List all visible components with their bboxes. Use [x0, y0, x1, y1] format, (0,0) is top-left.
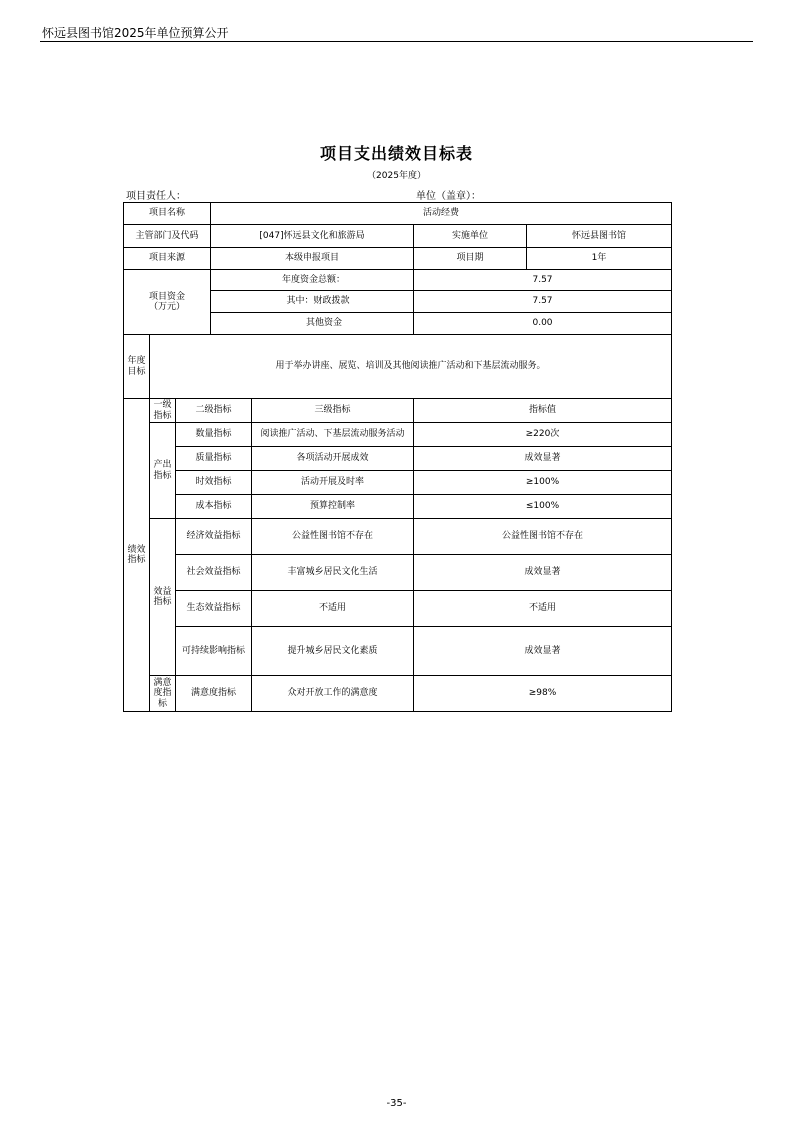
table-row — [124, 335, 672, 399]
impl-unit-label: 实施单位 — [414, 225, 527, 248]
total-funds-label: 年度资金总额： — [211, 270, 414, 291]
dept-label: 主管部门及代码 — [124, 225, 211, 248]
unit-seal-label: 单位（盖章）： — [416, 191, 481, 202]
period-label: 项目期 — [414, 248, 527, 270]
table-row — [124, 627, 672, 676]
table-row — [124, 225, 672, 248]
other-funds-value: 0.00 — [414, 313, 672, 335]
table-row — [124, 555, 672, 591]
table-row — [124, 471, 672, 495]
satisfaction-indicator-label: 满意度指标 — [150, 676, 176, 712]
source-value: 本级申报项目 — [211, 248, 414, 270]
table-row — [124, 676, 672, 712]
level3-cell: 众对开放工作的满意度 — [252, 676, 414, 712]
page-number: -35- — [386, 1098, 407, 1109]
dept-value: [047]怀远县文化和旅游局 — [211, 225, 414, 248]
fiscal-funds-value: 7.57 — [414, 291, 672, 313]
annual-goal-label: 年度目标 — [124, 335, 150, 399]
level2-cell: 可持续影响指标 — [176, 627, 252, 676]
level2-header: 二级指标 — [176, 399, 252, 423]
table-row — [124, 270, 672, 291]
level2-cell: 时效指标 — [176, 471, 252, 495]
level3-cell: 不适用 — [252, 591, 414, 627]
level3-cell: 各项活动开展成效 — [252, 447, 414, 471]
fiscal-funds-label: 其中：财政拨款 — [211, 291, 414, 313]
total-funds-value: 7.57 — [414, 270, 672, 291]
document-year: （2025年度） — [367, 171, 426, 181]
level1-header: 一级指标 — [150, 399, 176, 423]
table-row — [124, 591, 672, 627]
period-value: 1年 — [527, 248, 672, 270]
table-row — [124, 248, 672, 270]
indicator-value-cell: 不适用 — [414, 591, 672, 627]
project-name-value: 活动经费 — [211, 203, 672, 225]
perf-indicator-label: 绩效指标 — [124, 399, 150, 712]
performance-table — [123, 202, 672, 712]
level2-cell: 质量指标 — [176, 447, 252, 471]
indicator-value-cell: 成效显著 — [414, 627, 672, 676]
table-row — [124, 423, 672, 447]
source-label: 项目来源 — [124, 248, 211, 270]
table-row — [124, 447, 672, 471]
level3-cell: 公益性图书馆不存在 — [252, 519, 414, 555]
table-row — [124, 399, 672, 423]
indicator-value-cell: 成效显著 — [414, 555, 672, 591]
header-title: 怀远县图书馆2025年单位预算公开 — [42, 26, 229, 40]
level3-cell: 丰富城乡居民文化生活 — [252, 555, 414, 591]
indicator-value-cell: ≥98% — [414, 676, 672, 712]
project-name-label: 项目名称 — [124, 203, 211, 225]
table-row — [124, 203, 672, 225]
level2-cell: 经济效益指标 — [176, 519, 252, 555]
benefit-indicator-label: 效益指标 — [150, 519, 176, 676]
other-funds-label: 其他资金 — [211, 313, 414, 335]
level2-cell: 社会效益指标 — [176, 555, 252, 591]
level2-cell: 生态效益指标 — [176, 591, 252, 627]
indicator-value-cell: 公益性图书馆不存在 — [414, 519, 672, 555]
level2-cell: 成本指标 — [176, 495, 252, 519]
indicator-value-cell: ≤100% — [414, 495, 672, 519]
responsible-person-label: 项目责任人： — [126, 191, 186, 202]
header-divider — [40, 41, 753, 42]
indicator-value-cell: 成效显著 — [414, 447, 672, 471]
indicator-value-header: 指标值 — [414, 399, 672, 423]
impl-unit-value: 怀远县图书馆 — [527, 225, 672, 248]
level3-cell: 提升城乡居民文化素质 — [252, 627, 414, 676]
level3-cell: 阅读推广活动、下基层流动服务活动 — [252, 423, 414, 447]
level2-cell: 满意度指标 — [176, 676, 252, 712]
annual-goal-value: 用于举办讲座、展览、培训及其他阅读推广活动和下基层流动服务。 — [150, 335, 672, 399]
level2-cell: 数量指标 — [176, 423, 252, 447]
table-row — [124, 519, 672, 555]
level3-cell: 预算控制率 — [252, 495, 414, 519]
table-row — [124, 495, 672, 519]
level3-cell: 活动开展及时率 — [252, 471, 414, 495]
output-indicator-label: 产出指标 — [150, 423, 176, 519]
indicator-value-cell: ≥100% — [414, 471, 672, 495]
level3-header: 三级指标 — [252, 399, 414, 423]
indicator-value-cell: ≥220次 — [414, 423, 672, 447]
document-title: 项目支出绩效目标表 — [319, 144, 473, 163]
funds-label: 项目资金（万元） — [124, 270, 211, 335]
